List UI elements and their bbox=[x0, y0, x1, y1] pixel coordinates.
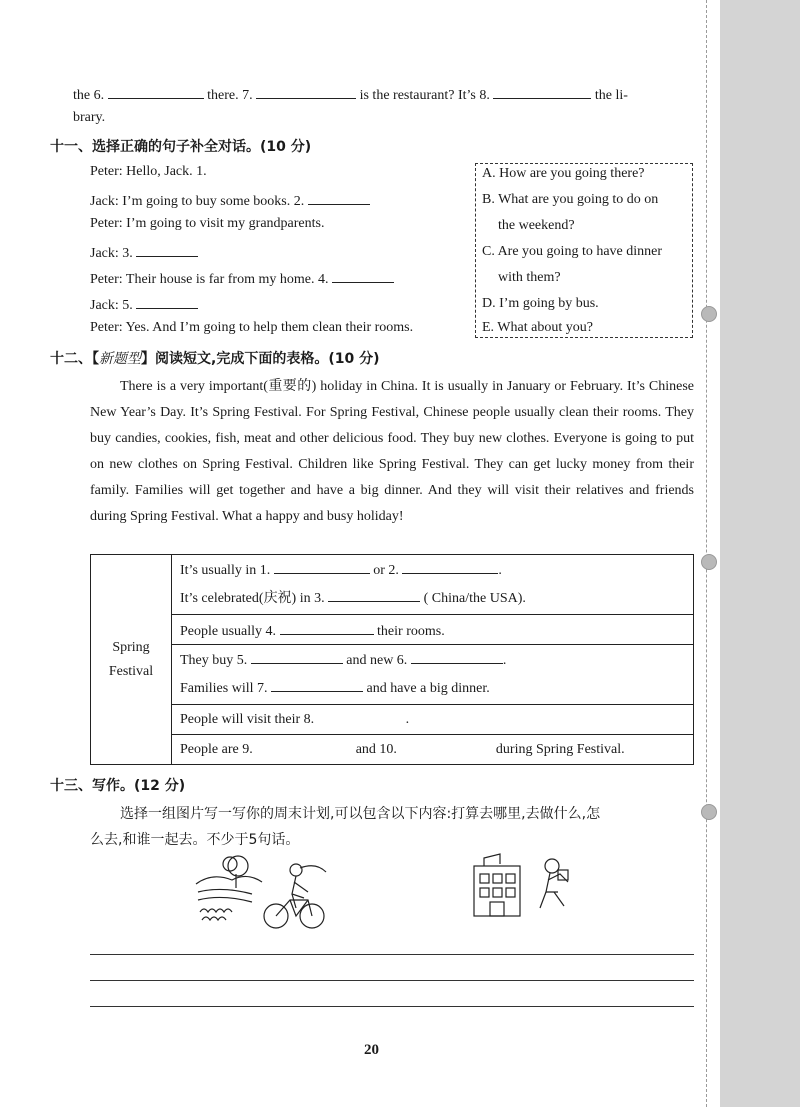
blank-table-2[interactable] bbox=[402, 559, 498, 574]
reading-passage bbox=[90, 374, 694, 530]
table-row-4: People will visit their 8. . bbox=[172, 705, 694, 735]
answer-options-box bbox=[475, 163, 693, 338]
dialogue-text: Peter: Hello, Jack. 1. bbox=[90, 164, 207, 179]
dialogue-line-3 bbox=[90, 216, 324, 232]
top-text-brary: brary. bbox=[73, 110, 106, 125]
section-11-heading: 十一、选择正确的句子补全对话。(10 分) bbox=[50, 139, 312, 155]
writing-line-1[interactable] bbox=[90, 954, 694, 955]
festival-table bbox=[90, 554, 694, 765]
top-text-7: there. 7. bbox=[207, 88, 253, 103]
option-d: D. I’m going by bus. bbox=[482, 296, 599, 311]
blank-8[interactable] bbox=[493, 84, 591, 99]
option-e: E. What about you? bbox=[482, 320, 593, 335]
passage-text: There is a very important(重要的) holiday in China. It is usually in January or February. It’s Chinese New Year’s Day. It’s Spring Festival. For Spring Festival, Chinese people usually clean their rooms. They buy candies, cookies, fish, meat and other delicious food. They buy new clothes. Everyone is going to put on new clothes on Spring Festival. Children like Spring Festival. They can get lucky money from their family. Families will get together and have a big dinner. And they will visit their relatives and friends during Spring Festival. What a happy and busy holiday! bbox=[90, 379, 694, 524]
option-a: A. How are you going there? bbox=[482, 166, 645, 181]
dialogue-text: Jack: 3. bbox=[90, 246, 133, 261]
dialogue-line-1 bbox=[90, 164, 207, 180]
dialogue-line-4 bbox=[90, 242, 198, 262]
writing-instruction-1: 选择一组图片写一写你的周末计划,可以包含以下内容:打算去哪里,去做什么,怎 bbox=[120, 806, 601, 822]
blank-6[interactable] bbox=[108, 84, 204, 99]
blank-dialogue-5[interactable] bbox=[136, 294, 198, 309]
dialogue-text: Peter: Yes. And I’m going to help them clean their rooms. bbox=[90, 320, 414, 335]
blank-7[interactable] bbox=[256, 84, 356, 99]
bicycle-park-illustration bbox=[192, 852, 332, 932]
bookstore-walking-illustration bbox=[470, 852, 585, 922]
dialogue-line-5 bbox=[90, 268, 394, 288]
blank-table-4[interactable] bbox=[280, 620, 374, 635]
writing-line-2[interactable] bbox=[90, 980, 694, 981]
option-b-cont: the weekend? bbox=[498, 218, 575, 233]
dialogue-line-2 bbox=[90, 190, 370, 210]
option-c: C. Are you going to have dinner bbox=[482, 244, 663, 259]
top-text-lib: the li- bbox=[594, 88, 628, 103]
blank-table-1[interactable] bbox=[274, 559, 370, 574]
margin-tab-3 bbox=[701, 804, 717, 820]
table-row-1: It’s usually in 1. or 2. . It’s celebrated(庆祝) in 3. ( China/the USA). bbox=[172, 555, 694, 615]
blank-dialogue-3[interactable] bbox=[136, 242, 198, 257]
margin-tab-2 bbox=[701, 554, 717, 570]
table-row-2: People usually 4. their rooms. bbox=[172, 615, 694, 645]
blank-table-3[interactable] bbox=[328, 587, 420, 602]
page-number: 20 bbox=[364, 1042, 379, 1058]
new-question-type-tag: 新题型 bbox=[99, 351, 141, 367]
section-13-heading: 十三、写作。(12 分) bbox=[50, 778, 186, 794]
table-left-label: Spring Festival bbox=[91, 555, 172, 765]
page-margin-sidebar bbox=[720, 0, 800, 1107]
dialogue-text: Peter: I’m going to visit my grandparents. bbox=[90, 216, 325, 231]
dialogue-text: Jack: 5. bbox=[90, 298, 133, 313]
margin-tab-1 bbox=[701, 306, 717, 322]
writing-instruction-2: 么去,和谁一起去。不少于5句话。 bbox=[90, 832, 300, 848]
top-text-8: is the restaurant? It’s 8. bbox=[359, 88, 490, 103]
blank-table-6[interactable] bbox=[411, 649, 503, 664]
blank-table-5[interactable] bbox=[251, 649, 343, 664]
blank-dialogue-2[interactable] bbox=[308, 190, 370, 205]
dialogue-line-6 bbox=[90, 294, 198, 314]
top-line bbox=[73, 84, 628, 104]
option-c-cont: with them? bbox=[498, 270, 561, 285]
blank-table-7[interactable] bbox=[271, 677, 363, 692]
section-12-heading: 十二、【新题型】阅读短文,完成下面的表格。(10 分) bbox=[50, 351, 380, 367]
blank-dialogue-4[interactable] bbox=[332, 268, 394, 283]
dialogue-text: Peter: Their house is far from my home. 4. bbox=[90, 272, 329, 287]
dialogue-text: Jack: I’m going to buy some books. 2. bbox=[90, 194, 305, 209]
top-text-6: the 6. bbox=[73, 88, 105, 103]
table-row-5: People are 9. and 10. during Spring Festival. bbox=[172, 735, 694, 765]
option-b: B. What are you going to do on bbox=[482, 192, 659, 207]
table-row-3: They buy 5. and new 6. . Families will 7. and have a big dinner. bbox=[172, 645, 694, 705]
writing-line-3[interactable] bbox=[90, 1006, 694, 1007]
dialogue-line-7 bbox=[90, 320, 413, 336]
